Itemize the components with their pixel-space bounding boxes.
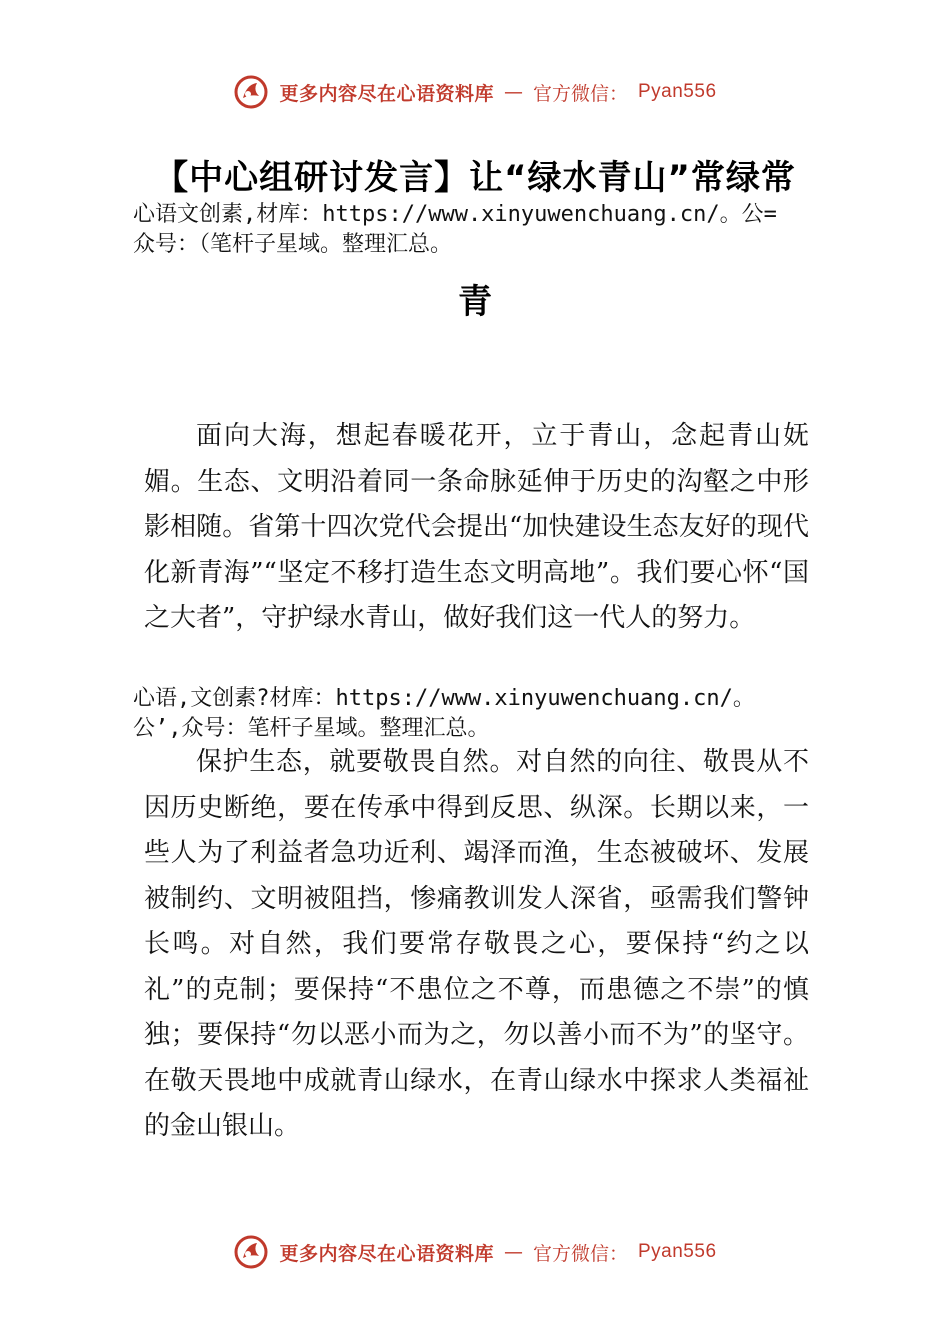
source-notice-2 bbox=[133, 684, 853, 744]
banner-wechat-label: 官方微信： bbox=[532, 1242, 628, 1265]
footer-banner bbox=[0, 1232, 950, 1272]
banner-slogan: 更多内容尽在心语资料库 bbox=[279, 82, 494, 105]
brand-logo-icon bbox=[233, 1234, 269, 1270]
banner-wechat-id: Pyan556 bbox=[638, 81, 717, 102]
source-notice-1-line2: 众号：（笔杆子星域。整理汇总。 bbox=[133, 232, 453, 257]
banner-wechat-label: 官方微信： bbox=[532, 82, 628, 105]
banner-wechat-id: Pyan556 bbox=[638, 1241, 717, 1262]
banner-dash: — bbox=[503, 81, 523, 103]
body-paragraph-2: 保护生态，就要敬畏自然。对自然的向往、敬畏从不因历史断绝，要在传承中得到反思、纵深。长期以来，一些人为了利益者急功近利、竭泽而渔，生态被破坏、发展被制约、文明被阻挡，惨痛教训发人深省，亟需我们警钟长鸣。对自然，我们要常存敬畏之心，要保持“约之以礼”的克制；要保持“不患位之不尊，而患德之不崇”的慎独；要保持“勿以恶小而为之，勿以善小而不为”的坚守。在敬天畏地中成就青山绿水，在青山绿水中探求人类福祉的金山银山。 bbox=[144, 747, 809, 1141]
header-banner bbox=[0, 72, 950, 112]
document-title: 【中心组研讨发言】让“绿水青山”常绿常 bbox=[154, 158, 796, 198]
banner-dash: — bbox=[503, 1241, 523, 1263]
source-notice-1 bbox=[133, 200, 853, 260]
brand-logo-icon bbox=[233, 74, 269, 110]
source-notice-2-line2: 公’,众号：笔杆子星域。整理汇总。 bbox=[133, 716, 490, 741]
document-title-continuation: 青 bbox=[458, 282, 492, 322]
source-notice-2-line1: 心语,文创素?材库：https://www.xinyuwenchuang.cn/。 bbox=[133, 686, 755, 711]
body-paragraph-1: 面向大海，想起春暖花开，立于青山，念起青山妩媚。生态、文明沿着同一条命脉延伸于历史的沟壑之中形影相随。省第十四次党代会提出“加快建设生态友好的现代化新青海”“坚定不移打造生态文明高地”。我们要心怀“国之大者”，守护绿水青山，做好我们这一代人的努力。 bbox=[144, 421, 809, 633]
banner-slogan: 更多内容尽在心语资料库 bbox=[279, 1242, 494, 1265]
source-notice-1-line1: 心语文创素,材库：https://www.xinyuwenchuang.cn/。公= bbox=[133, 202, 777, 227]
